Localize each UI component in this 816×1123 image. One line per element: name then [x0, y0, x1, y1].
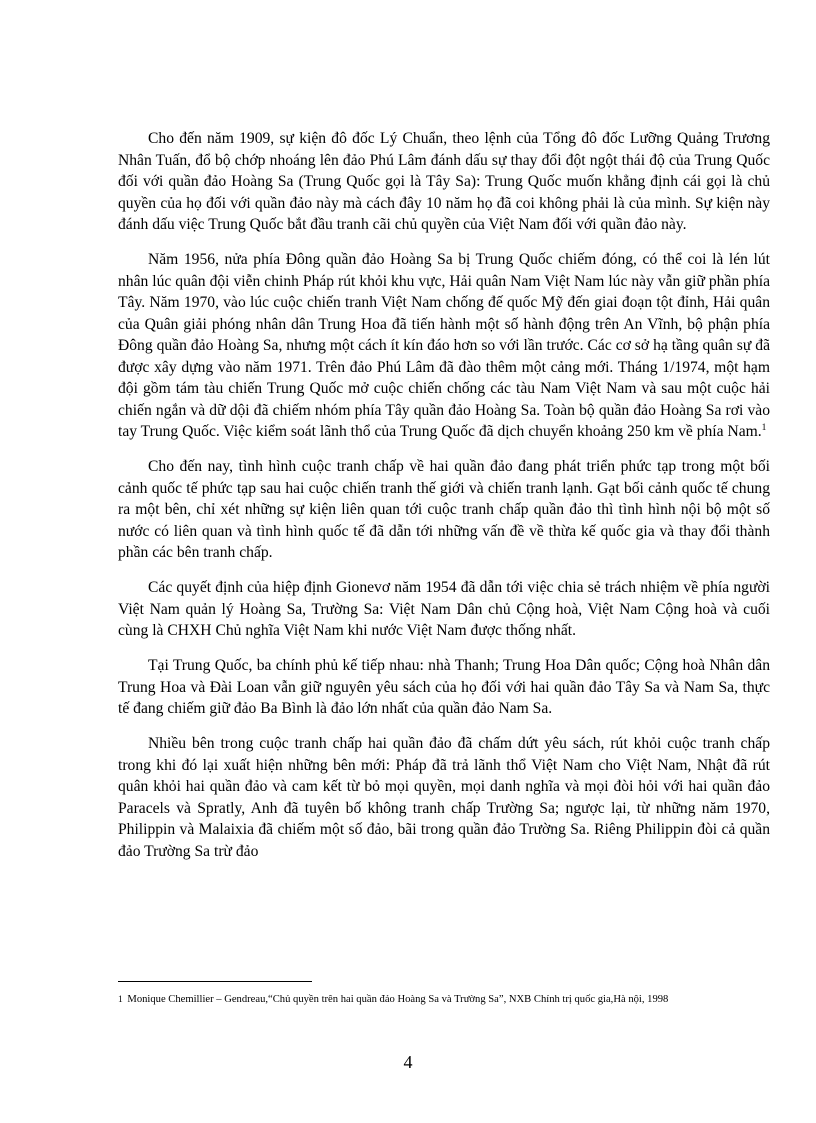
paragraph-1: Cho đến năm 1909, sự kiện đô đốc Lý Chuẩn, theo lệnh của Tổng đô đốc Lưỡng Quảng Trương Nhân Tuấn, đổ bộ chớp nhoáng lên đảo Phú Lâm đánh dấu sự thay đổi đột ngột thái độ của Trung Quốc đối với quần đảo Hoàng Sa (Trung Quốc gọi là Tây Sa): Trung Quốc muốn khẳng định cái gọi là chủ quyền của họ đối với quần đảo này mà cách đây 10 năm họ đã coi không phải là của mình. Sự kiện này đánh dấu việc Trung Quốc bắt đầu tranh cãi chủ quyền của Việt Nam đối với quần đảo này.	[118, 130, 770, 233]
footnote-separator	[118, 981, 312, 982]
paragraph-4: Các quyết định của hiệp định Gionevơ năm 1954 đã dẫn tới việc chia sẻ trách nhiệm về phía người Việt Nam quản lý Hoàng Sa, Trường Sa: Việt Nam Dân chủ Cộng hoà, Việt Nam Cộng hoà và cuối cùng là CHXH Chủ nghĩa Việt Nam khi nước Việt Nam được thống nhất.	[118, 579, 770, 639]
footnote-text: Monique Chemillier – Gendreau,“Chủ quyền trên hai quần đảo Hoàng Sa và Trường Sa”, NXB Chính trị quốc gia,Hà nội, 1998	[127, 994, 669, 1005]
page-number: 4	[403, 1052, 413, 1072]
paragraph-3: Cho đến nay, tình hình cuộc tranh chấp về hai quần đảo đang phát triển phức tạp trong một bối cảnh quốc tế phức tạp sau hai cuộc chiến tranh thế giới và chiến tranh lạnh. Gạt bối cảnh quốc tế chung ra một bên, chỉ xét những sự kiện liên quan tới cuộc tranh chấp quần đảo thì tình hình nội bộ một số nước có liên quan và tình hình quốc tế đã dẫn tới những vấn đề về thừa kế quốc gia và thay đổi thành phần các bên tranh chấp.	[118, 458, 770, 561]
paragraph-2	[118, 249, 770, 443]
paragraph-6: Nhiều bên trong cuộc tranh chấp hai quần đảo đã chấm dứt yêu sách, rút khỏi cuộc tranh chấp trong khi đó lại xuất hiện những bên mới: Pháp đã trả lãnh thổ Việt Nam cho Việt Nam, Nhật đã rút quân khỏi hai quần đảo và cam kết từ bỏ mọi quyền, mọi danh nghĩa và mọi đòi hỏi với hai quần đảo Paracels và Spratly, Anh đã tuyên bố không tranh chấp Trường Sa; ngược lại, từ những năm 1970, Philippin và Malaixia đã chiếm một số đảo, bãi trong quần đảo Trường Sa. Riêng Philippin đòi cả quần đảo Trường Sa trừ đảo	[118, 735, 770, 860]
footnote-mark: 1	[118, 995, 123, 1005]
body-text	[118, 128, 770, 862]
paragraph-5: Tại Trung Quốc, ba chính phủ kế tiếp nhau: nhà Thanh; Trung Hoa Dân quốc; Cộng hoà Nhân dân Trung Hoa và Đài Loan vẫn giữ nguyên yêu sách của họ đối với hai quần đảo Tây Sa và Nam Sa, thực tế đang chiếm giữ đảo Ba Bình là đảo lớn nhất của quần đảo Nam Sa.	[118, 657, 770, 717]
paragraph-2-text: Năm 1956, nửa phía Đông quần đảo Hoàng Sa bị Trung Quốc chiếm đóng, có thể coi là lén lút nhân lúc quân đội viễn chinh Pháp rút khỏi khu vực, Hải quân Nam Việt Nam lúc này vẫn giữ phần phía Tây. Năm 1970, vào lúc cuộc chiến tranh Việt Nam chống đế quốc Mỹ đến giai đoạn tột đỉnh, Hải quân của Quân giải phóng nhân dân Trung Hoa đã tiến hành một số hành động trên An Vĩnh, bộ phận phía Đông quần đảo Hoàng Sa, nhưng một cách ít kín đáo hơn so với lần trước. Các cơ sở hạ tầng quân sự đã được xây dựng vào năm 1971. Trên đảo Phú Lâm đã đào thêm một cảng mới. Tháng 1/1974, một hạm đội gồm tám tàu chiến Trung Quốc mở cuộc chiến chống các tàu Nam Việt Nam và sau một cuộc hải chiến ngắn và dữ dội đã chiếm nhóm phía Tây quần đảo Hoàng Sa. Toàn bộ quần đảo Hoàng Sa rơi vào tay Trung Quốc. Việc kiểm soát lãnh thổ của Trung Quốc đã dịch chuyển khoảng 250 km về phía Nam.	[118, 251, 770, 440]
footnote	[118, 991, 770, 1009]
footnote-reference[interactable]: 1	[761, 422, 767, 433]
